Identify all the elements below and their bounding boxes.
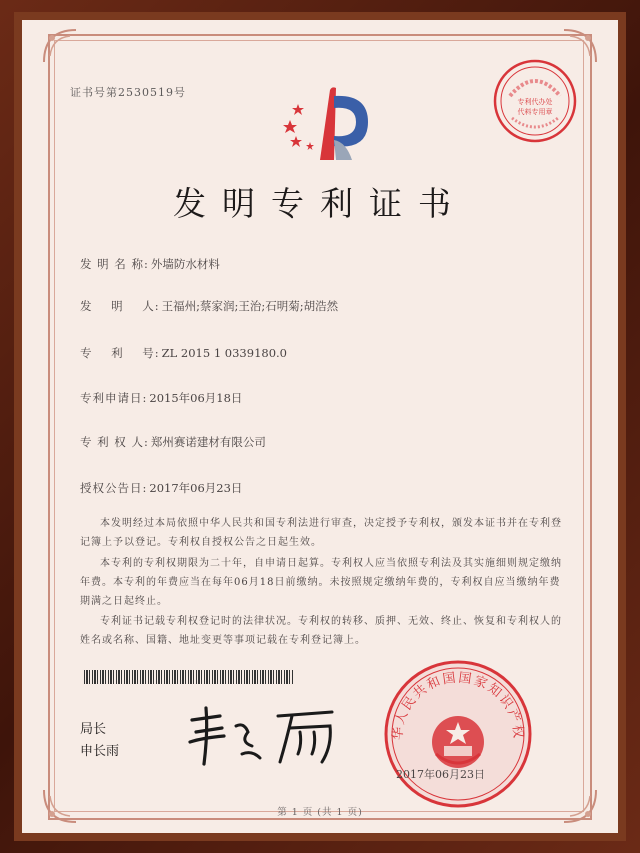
director-signature [182, 702, 352, 772]
director-title: 局长 [80, 722, 107, 737]
director-name: 申长雨 [80, 744, 120, 759]
field-value: 2015年06月18日 [149, 391, 243, 405]
agency-stamp [490, 56, 580, 146]
seal-date: 2017年06月23日 [396, 768, 485, 781]
certificate-title: 发明专利证书 [173, 184, 467, 223]
field-inventors [80, 298, 338, 314]
body-paragraph-2: 本专利的专利权期限为二十年，自申请日起算。专利权人应当依照专利法及其实施细则规定缴纳年费。本专利的年费应当在每年06月18日前缴纳。未按照规定缴纳年费的，专利权自应当缴纳年费期满之日起终止。 [80, 558, 562, 607]
field-value: ZL 2015 1 0339180.0 [161, 346, 287, 360]
field-invention-name [80, 256, 220, 272]
corner-ornament-top-left [40, 26, 80, 66]
field-label: 专 利 权 人: [80, 435, 149, 449]
patent-office-logo-icon [272, 80, 382, 170]
stamp-line2: 代料专用章 [517, 108, 553, 116]
field-value: 王福州;蔡家润;王治;石明菊;胡浩然 [161, 299, 339, 313]
field-value: 郑州赛诺建材有限公司 [150, 435, 266, 449]
stamp-line1: 专利代办处 [517, 98, 553, 106]
seal-text: 华人民共和国国家知识产权 [390, 670, 526, 741]
field-value: 外墙防水材料 [150, 257, 220, 271]
field-patentee [80, 434, 266, 450]
field-grant-date [80, 480, 242, 496]
body-paragraph-1: 本发明经过本局依照中华人民共和国专利法进行审查，决定授予专利权，颁发本证书并在专利登记簿上予以登记。专利权自授权公告之日起生效。 [80, 518, 562, 548]
certificate-paper [22, 20, 618, 833]
field-label: 发 明 人: [80, 299, 160, 313]
field-patent-number [80, 345, 287, 361]
field-application-date [80, 390, 242, 406]
field-label: 发 明 名 称: [80, 257, 149, 271]
official-seal [378, 654, 538, 814]
field-label: 专利申请日: [80, 391, 148, 405]
barcode [84, 670, 294, 684]
certificate-number: 证书号第2530519号 [70, 86, 186, 99]
field-label: 专 利 号: [80, 346, 160, 360]
page-footer: 第 1 页 (共 1 页) [277, 807, 363, 818]
field-value: 2017年06月23日 [149, 481, 243, 495]
body-paragraph-3: 专利证书记载专利权登记时的法律状况。专利权的转移、质押、无效、终止、恢复和专利权人的姓名或名称、国籍、地址变更等事项记载在专利登记簿上。 [80, 616, 562, 646]
field-label: 授权公告日: [80, 481, 148, 495]
